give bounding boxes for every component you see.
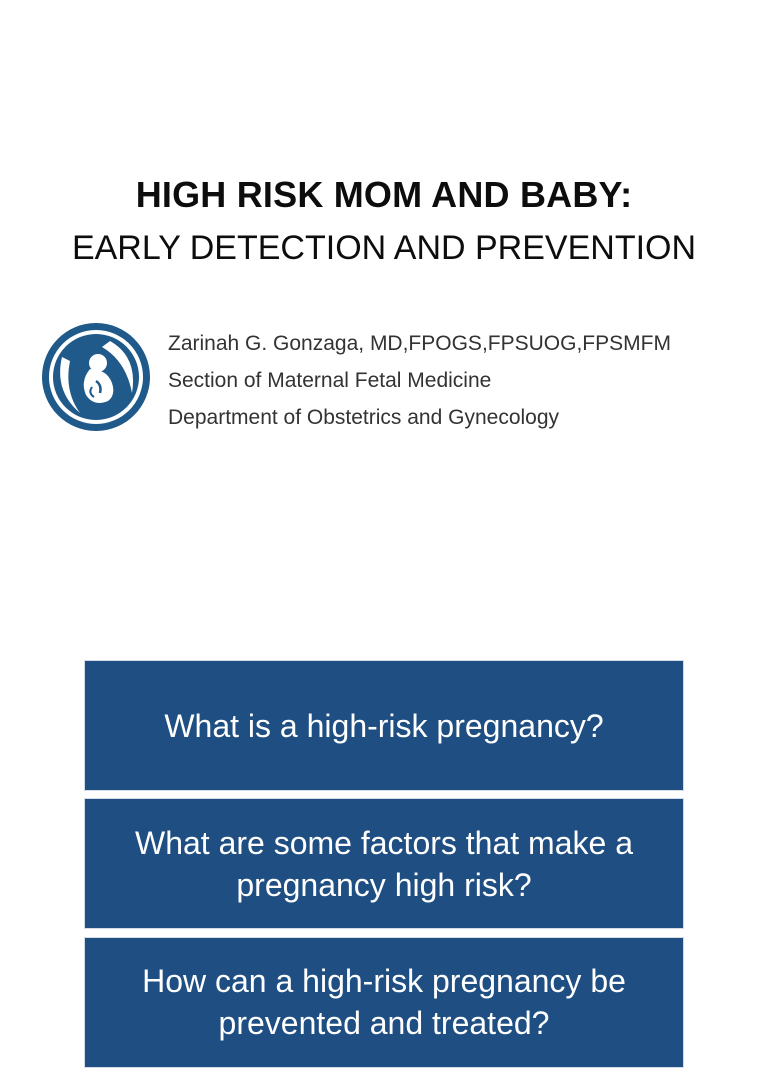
slide-title: HIGH RISK MOM AND BABY:: [135, 174, 633, 215]
question-text-3: How can a high-risk pregnancy be prevented and treated?: [142, 963, 626, 1041]
author-department: Department of Obstetrics and Gynecology: [168, 406, 560, 429]
slide-subtitle: EARLY DETECTION AND PREVENTION: [71, 229, 697, 267]
question-box-3: [84, 937, 684, 1068]
question-box-2: [84, 798, 684, 929]
question-text-2: What are some factors that make a pregnancy high risk?: [135, 824, 633, 903]
logo-svg: [40, 321, 152, 433]
question-text-1: What is a high-risk pregnancy?: [164, 707, 604, 744]
fetus-in-womb-icon: [40, 321, 152, 433]
author-block: [168, 325, 748, 436]
author-name: Zarinah G. Gonzaga, MD,FPOGS,FPSUOG,FPSMFM: [168, 332, 671, 355]
question-box-1: [84, 660, 684, 791]
author-section: Section of Maternal Fetal Medicine: [168, 369, 492, 392]
